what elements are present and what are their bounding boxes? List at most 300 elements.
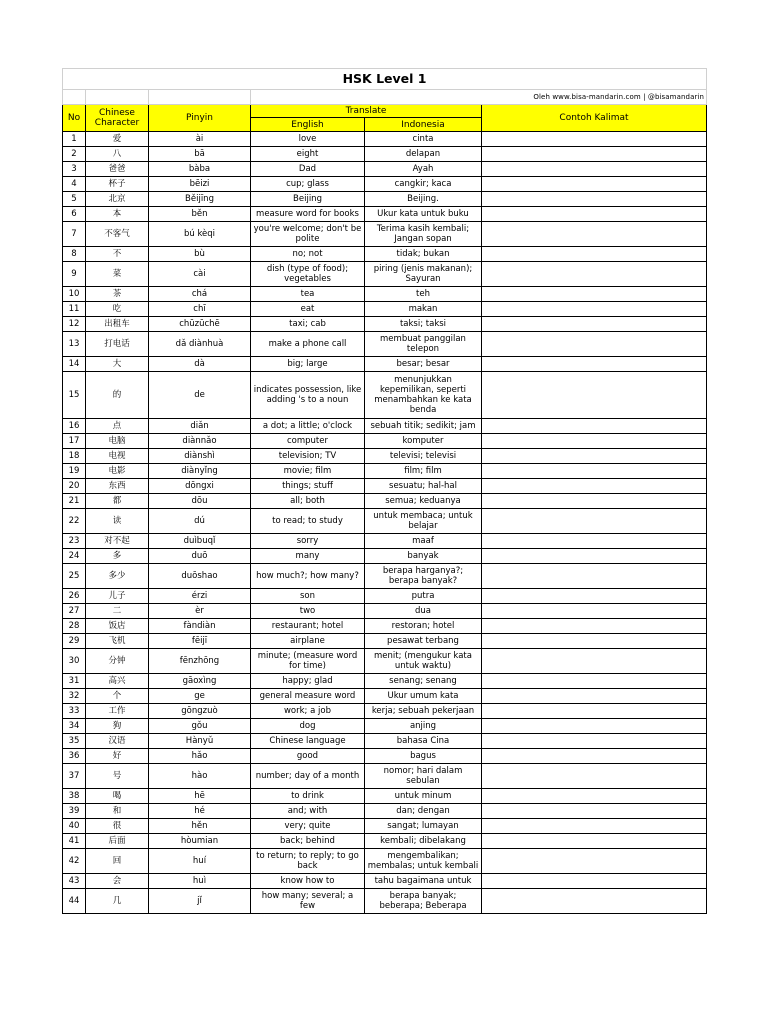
cell-english: computer — [251, 434, 365, 449]
cell-chinese: 出租车 — [86, 317, 149, 332]
cell-indonesia: tidak; bukan — [365, 247, 482, 262]
cell-english: son — [251, 589, 365, 604]
table-row — [63, 819, 707, 834]
cell-english: cup; glass — [251, 177, 365, 192]
table-row — [63, 147, 707, 162]
cell-chinese: 喝 — [86, 789, 149, 804]
cell-indonesia: makan — [365, 302, 482, 317]
cell-english: to read; to study — [251, 509, 365, 534]
cell-indonesia: untuk minum — [365, 789, 482, 804]
cell-chinese: 茶 — [86, 287, 149, 302]
table-row — [63, 192, 707, 207]
cell-english: good — [251, 749, 365, 764]
cell-no: 1 — [63, 132, 86, 147]
cell-chinese: 电脑 — [86, 434, 149, 449]
cell-example — [482, 734, 707, 749]
cell-no: 18 — [63, 449, 86, 464]
cell-indonesia: kembali; dibelakang — [365, 834, 482, 849]
cell-chinese: 菜 — [86, 262, 149, 287]
cell-english: eight — [251, 147, 365, 162]
cell-indonesia: televisi; televisi — [365, 449, 482, 464]
cell-example — [482, 207, 707, 222]
cell-indonesia: nomor; hari dalam sebulan — [365, 764, 482, 789]
table-row — [63, 302, 707, 317]
cell-chinese: 和 — [86, 804, 149, 819]
cell-indonesia: cinta — [365, 132, 482, 147]
cell-no: 28 — [63, 619, 86, 634]
cell-chinese: 的 — [86, 372, 149, 419]
cell-indonesia: besar; besar — [365, 357, 482, 372]
cell-english: work; a job — [251, 704, 365, 719]
cell-indonesia: bahasa Cina — [365, 734, 482, 749]
cell-pinyin: fēijī — [149, 634, 251, 649]
cell-pinyin: hěn — [149, 819, 251, 834]
cell-no: 16 — [63, 419, 86, 434]
cell-example — [482, 434, 707, 449]
cell-english: many — [251, 549, 365, 564]
cell-english: big; large — [251, 357, 365, 372]
cell-chinese: 点 — [86, 419, 149, 434]
cell-no: 4 — [63, 177, 86, 192]
cell-indonesia: membuat panggilan telepon — [365, 332, 482, 357]
table-row — [63, 509, 707, 534]
cell-english: restaurant; hotel — [251, 619, 365, 634]
cell-pinyin: duōshao — [149, 564, 251, 589]
cell-example — [482, 689, 707, 704]
cell-english: airplane — [251, 634, 365, 649]
cell-chinese: 都 — [86, 494, 149, 509]
cell-pinyin: èr — [149, 604, 251, 619]
cell-chinese: 对不起 — [86, 534, 149, 549]
cell-example — [482, 789, 707, 804]
cell-pinyin: bēizi — [149, 177, 251, 192]
cell-no: 33 — [63, 704, 86, 719]
table-row — [63, 434, 707, 449]
cell-no: 30 — [63, 649, 86, 674]
cell-pinyin: hē — [149, 789, 251, 804]
cell-chinese: 杯子 — [86, 177, 149, 192]
cell-pinyin: diànnǎo — [149, 434, 251, 449]
cell-english: how much?; how many? — [251, 564, 365, 589]
cell-no: 41 — [63, 834, 86, 849]
cell-example — [482, 177, 707, 192]
cell-indonesia: komputer — [365, 434, 482, 449]
header-english: English — [251, 118, 365, 132]
cell-chinese: 爸爸 — [86, 162, 149, 177]
table-row — [63, 804, 707, 819]
cell-pinyin: bàba — [149, 162, 251, 177]
table-row — [63, 789, 707, 804]
cell-no: 9 — [63, 262, 86, 287]
cell-no: 24 — [63, 549, 86, 564]
blank-cell — [149, 90, 251, 105]
table-row — [63, 262, 707, 287]
cell-pinyin: chá — [149, 287, 251, 302]
cell-english: Beijing — [251, 192, 365, 207]
cell-indonesia: sesuatu; hal-hal — [365, 479, 482, 494]
cell-indonesia: film; film — [365, 464, 482, 479]
cell-indonesia: untuk membaca; untuk belajar — [365, 509, 482, 534]
cell-indonesia: dan; dengan — [365, 804, 482, 819]
table-row — [63, 589, 707, 604]
blank-cell — [63, 90, 86, 105]
cell-chinese: 饭店 — [86, 619, 149, 634]
cell-english: taxi; cab — [251, 317, 365, 332]
cell-english: all; both — [251, 494, 365, 509]
table-row — [63, 207, 707, 222]
cell-example — [482, 247, 707, 262]
table-row — [63, 357, 707, 372]
cell-indonesia: Terima kasih kembali; Jangan sopan — [365, 222, 482, 247]
cell-pinyin: dà — [149, 357, 251, 372]
cell-example — [482, 834, 707, 849]
cell-no: 22 — [63, 509, 86, 534]
cell-english: eat — [251, 302, 365, 317]
table-row — [63, 689, 707, 704]
cell-no: 11 — [63, 302, 86, 317]
table-row — [63, 479, 707, 494]
cell-indonesia: banyak — [365, 549, 482, 564]
cell-chinese: 不客气 — [86, 222, 149, 247]
cell-example — [482, 549, 707, 564]
cell-example — [482, 302, 707, 317]
cell-english: measure word for books — [251, 207, 365, 222]
cell-no: 15 — [63, 372, 86, 419]
cell-pinyin: cài — [149, 262, 251, 287]
cell-no: 34 — [63, 719, 86, 734]
cell-english: Dad — [251, 162, 365, 177]
cell-chinese: 东西 — [86, 479, 149, 494]
cell-indonesia: kerja; sebuah pekerjaan — [365, 704, 482, 719]
cell-indonesia: sangat; lumayan — [365, 819, 482, 834]
cell-example — [482, 262, 707, 287]
cell-pinyin: fēnzhōng — [149, 649, 251, 674]
cell-pinyin: jǐ — [149, 889, 251, 914]
table-row — [63, 549, 707, 564]
cell-english: how many; several; a few — [251, 889, 365, 914]
cell-pinyin: bú kèqi — [149, 222, 251, 247]
cell-no: 42 — [63, 849, 86, 874]
cell-no: 10 — [63, 287, 86, 302]
cell-example — [482, 287, 707, 302]
table-row — [63, 874, 707, 889]
cell-indonesia: menunjukkan kepemilikan, seperti menambahkan ke kata benda — [365, 372, 482, 419]
header-pinyin: Pinyin — [149, 105, 251, 132]
cell-no: 23 — [63, 534, 86, 549]
cell-chinese: 八 — [86, 147, 149, 162]
cell-chinese: 很 — [86, 819, 149, 834]
cell-example — [482, 132, 707, 147]
cell-example — [482, 704, 707, 719]
cell-example — [482, 719, 707, 734]
cell-example — [482, 479, 707, 494]
cell-chinese: 吃 — [86, 302, 149, 317]
cell-indonesia: Ukur umum kata — [365, 689, 482, 704]
table-row — [63, 619, 707, 634]
cell-pinyin: dú — [149, 509, 251, 534]
table-row — [63, 734, 707, 749]
table-row — [63, 494, 707, 509]
cell-english: very; quite — [251, 819, 365, 834]
cell-pinyin: duō — [149, 549, 251, 564]
cell-example — [482, 619, 707, 634]
vocabulary-sheet — [62, 68, 706, 914]
cell-indonesia: cangkir; kaca — [365, 177, 482, 192]
cell-indonesia: semua; keduanya — [365, 494, 482, 509]
cell-chinese: 大 — [86, 357, 149, 372]
cell-english: make a phone call — [251, 332, 365, 357]
cell-example — [482, 192, 707, 207]
cell-pinyin: hǎo — [149, 749, 251, 764]
cell-pinyin: běn — [149, 207, 251, 222]
cell-pinyin: de — [149, 372, 251, 419]
cell-pinyin: hào — [149, 764, 251, 789]
cell-english: two — [251, 604, 365, 619]
cell-chinese: 飞机 — [86, 634, 149, 649]
cell-pinyin: Hànyǔ — [149, 734, 251, 749]
cell-chinese: 多少 — [86, 564, 149, 589]
cell-chinese: 会 — [86, 874, 149, 889]
cell-indonesia: Beijing. — [365, 192, 482, 207]
table-row — [63, 849, 707, 874]
table-row — [63, 132, 707, 147]
cell-english: tea — [251, 287, 365, 302]
cell-example — [482, 889, 707, 914]
cell-example — [482, 874, 707, 889]
cell-example — [482, 849, 707, 874]
cell-indonesia: Ukur kata untuk buku — [365, 207, 482, 222]
cell-no: 14 — [63, 357, 86, 372]
cell-example — [482, 819, 707, 834]
header-example: Contoh Kalimat — [482, 105, 707, 132]
cell-english: you're welcome; don't be polite — [251, 222, 365, 247]
cell-english: minute; (measure word for time) — [251, 649, 365, 674]
cell-pinyin: bā — [149, 147, 251, 162]
table-row — [63, 534, 707, 549]
cell-no: 27 — [63, 604, 86, 619]
cell-english: and; with — [251, 804, 365, 819]
cell-indonesia: dua — [365, 604, 482, 619]
cell-no: 2 — [63, 147, 86, 162]
cell-no: 20 — [63, 479, 86, 494]
cell-example — [482, 464, 707, 479]
cell-english: indicates possession, like adding 's to a noun — [251, 372, 365, 419]
cell-english: happy; glad — [251, 674, 365, 689]
table-row — [63, 464, 707, 479]
cell-no: 37 — [63, 764, 86, 789]
cell-english: number; day of a month — [251, 764, 365, 789]
cell-chinese: 工作 — [86, 704, 149, 719]
cell-example — [482, 357, 707, 372]
cell-pinyin: gāoxìng — [149, 674, 251, 689]
cell-example — [482, 372, 707, 419]
cell-indonesia: teh — [365, 287, 482, 302]
cell-chinese: 本 — [86, 207, 149, 222]
cell-chinese: 北京 — [86, 192, 149, 207]
header-chinese: Chinese Character — [86, 105, 149, 132]
cell-pinyin: ài — [149, 132, 251, 147]
cell-english: back; behind — [251, 834, 365, 849]
cell-no: 8 — [63, 247, 86, 262]
table-row — [63, 764, 707, 789]
cell-chinese: 二 — [86, 604, 149, 619]
cell-indonesia: maaf — [365, 534, 482, 549]
cell-no: 44 — [63, 889, 86, 914]
cell-example — [482, 317, 707, 332]
cell-indonesia: senang; senang — [365, 674, 482, 689]
header-no: No — [63, 105, 86, 132]
table-row — [63, 564, 707, 589]
cell-no: 17 — [63, 434, 86, 449]
cell-indonesia: berapa harganya?; berapa banyak? — [365, 564, 482, 589]
table-row — [63, 222, 707, 247]
cell-no: 29 — [63, 634, 86, 649]
table-row — [63, 634, 707, 649]
table-row — [63, 749, 707, 764]
cell-no: 39 — [63, 804, 86, 819]
cell-chinese: 回 — [86, 849, 149, 874]
table-row — [63, 419, 707, 434]
cell-example — [482, 222, 707, 247]
cell-no: 31 — [63, 674, 86, 689]
header-translate: Translate — [251, 105, 482, 118]
cell-english: things; stuff — [251, 479, 365, 494]
cell-pinyin: gōngzuò — [149, 704, 251, 719]
cell-pinyin: hé — [149, 804, 251, 819]
cell-chinese: 后面 — [86, 834, 149, 849]
cell-no: 7 — [63, 222, 86, 247]
cell-pinyin: dōu — [149, 494, 251, 509]
cell-example — [482, 674, 707, 689]
cell-no: 38 — [63, 789, 86, 804]
cell-example — [482, 564, 707, 589]
cell-no: 40 — [63, 819, 86, 834]
cell-no: 13 — [63, 332, 86, 357]
cell-indonesia: taksi; taksi — [365, 317, 482, 332]
cell-indonesia: bagus — [365, 749, 482, 764]
cell-indonesia: Ayah — [365, 162, 482, 177]
cell-english: no; not — [251, 247, 365, 262]
cell-no: 12 — [63, 317, 86, 332]
header-indonesia: Indonesia — [365, 118, 482, 132]
cell-english: dog — [251, 719, 365, 734]
table-row — [63, 449, 707, 464]
blank-cell — [86, 90, 149, 105]
table-row — [63, 604, 707, 619]
cell-example — [482, 509, 707, 534]
cell-chinese: 号 — [86, 764, 149, 789]
table-row — [63, 719, 707, 734]
table-row — [63, 649, 707, 674]
cell-indonesia: pesawat terbang — [365, 634, 482, 649]
cell-chinese: 不 — [86, 247, 149, 262]
cell-pinyin: dōngxi — [149, 479, 251, 494]
cell-pinyin: fàndiàn — [149, 619, 251, 634]
cell-english: to return; to reply; to go back — [251, 849, 365, 874]
cell-no: 25 — [63, 564, 86, 589]
cell-english: general measure word — [251, 689, 365, 704]
cell-pinyin: gǒu — [149, 719, 251, 734]
cell-no: 3 — [63, 162, 86, 177]
cell-no: 36 — [63, 749, 86, 764]
cell-example — [482, 589, 707, 604]
table-row — [63, 332, 707, 357]
cell-english: know how to — [251, 874, 365, 889]
cell-example — [482, 419, 707, 434]
table-row — [63, 247, 707, 262]
cell-chinese: 几 — [86, 889, 149, 914]
cell-chinese: 好 — [86, 749, 149, 764]
cell-indonesia: anjing — [365, 719, 482, 734]
cell-example — [482, 534, 707, 549]
cell-chinese: 打电话 — [86, 332, 149, 357]
cell-pinyin: chī — [149, 302, 251, 317]
table-row — [63, 317, 707, 332]
cell-pinyin: chūzūchē — [149, 317, 251, 332]
cell-indonesia: berapa banyak; beberapa; Beberapa — [365, 889, 482, 914]
cell-indonesia: tahu bagaimana untuk — [365, 874, 482, 889]
cell-pinyin: Běijīng — [149, 192, 251, 207]
cell-chinese: 个 — [86, 689, 149, 704]
cell-indonesia: sebuah titik; sedikit; jam — [365, 419, 482, 434]
cell-example — [482, 162, 707, 177]
cell-example — [482, 649, 707, 674]
cell-pinyin: diànyǐng — [149, 464, 251, 479]
cell-indonesia: mengembalikan; membalas; untuk kembali — [365, 849, 482, 874]
cell-example — [482, 494, 707, 509]
vocabulary-table — [62, 68, 707, 914]
cell-no: 5 — [63, 192, 86, 207]
cell-chinese: 电影 — [86, 464, 149, 479]
cell-english: to drink — [251, 789, 365, 804]
table-row — [63, 674, 707, 689]
table-row — [63, 889, 707, 914]
cell-example — [482, 634, 707, 649]
cell-example — [482, 449, 707, 464]
table-row — [63, 704, 707, 719]
cell-pinyin: huì — [149, 874, 251, 889]
cell-no: 6 — [63, 207, 86, 222]
cell-indonesia: delapan — [365, 147, 482, 162]
cell-chinese: 多 — [86, 549, 149, 564]
cell-no: 21 — [63, 494, 86, 509]
credit-line: Oleh www.bisa-mandarin.com | @bisamandarin — [251, 90, 707, 105]
cell-english: sorry — [251, 534, 365, 549]
cell-pinyin: bù — [149, 247, 251, 262]
cell-indonesia: piring (jenis makanan); Sayuran — [365, 262, 482, 287]
cell-chinese: 狗 — [86, 719, 149, 734]
cell-no: 32 — [63, 689, 86, 704]
table-row — [63, 162, 707, 177]
cell-no: 19 — [63, 464, 86, 479]
cell-pinyin: dǎ diànhuà — [149, 332, 251, 357]
cell-pinyin: érzi — [149, 589, 251, 604]
cell-english: Chinese language — [251, 734, 365, 749]
cell-chinese: 分钟 — [86, 649, 149, 674]
cell-example — [482, 332, 707, 357]
cell-english: dish (type of food); vegetables — [251, 262, 365, 287]
cell-indonesia: menit; (mengukur kata untuk waktu) — [365, 649, 482, 674]
cell-no: 26 — [63, 589, 86, 604]
cell-example — [482, 764, 707, 789]
cell-example — [482, 147, 707, 162]
cell-english: television; TV — [251, 449, 365, 464]
cell-example — [482, 804, 707, 819]
table-row — [63, 834, 707, 849]
page-title: HSK Level 1 — [63, 69, 707, 90]
cell-english: a dot; a little; o'clock — [251, 419, 365, 434]
cell-english: love — [251, 132, 365, 147]
